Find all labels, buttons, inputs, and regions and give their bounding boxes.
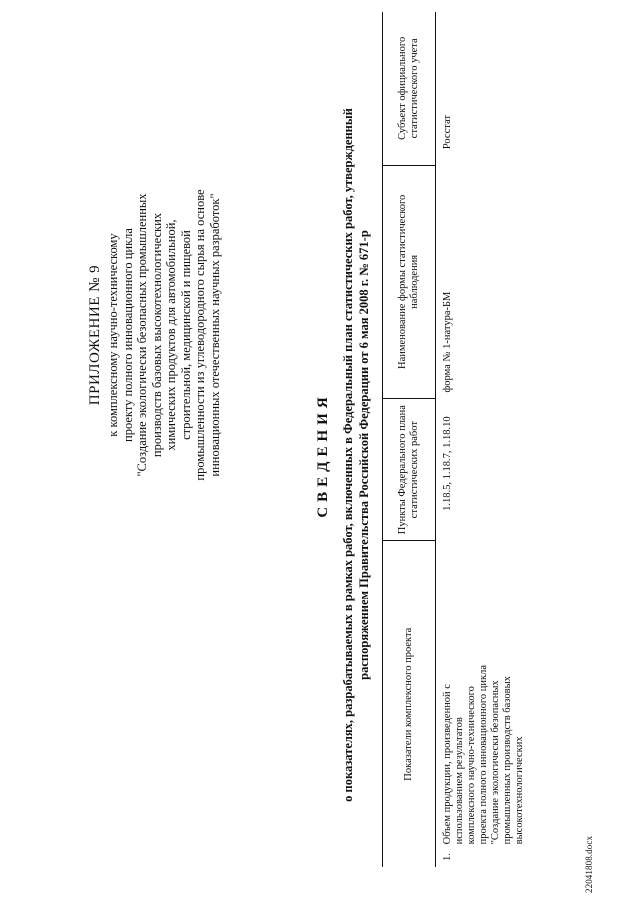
indicator-text: Объем продукции, произведенной с использованием результатов комплексного научно-технического проекта полного инновационного цикла "Создание экологически безопасных промышленных производств базовых высокотехнологических <box>442 665 525 845</box>
cell-indicator <box>436 541 533 867</box>
heading-line: о показателях, разрабатываемых в рамках работ, включенных в Федеральный план статистических работ, утвержденный <box>341 108 355 802</box>
appendix-line: химических продуктов для автомобильной, <box>164 219 178 451</box>
heading-subtitle <box>340 35 372 875</box>
heading-title: СВЕДЕНИЯ <box>315 392 331 518</box>
cell-subject: Росстат <box>442 115 453 150</box>
header-indicators: Показатели комплексного проекта <box>383 541 436 867</box>
appendix-line: проекту полного инновационного цикла <box>120 228 135 442</box>
row-number: 1. <box>442 853 453 861</box>
file-code: 22041808.docx <box>584 835 594 893</box>
appendix-line: строительной, медицинской и пищевой <box>178 230 193 440</box>
indicators-table <box>382 12 532 867</box>
table-row <box>436 12 533 867</box>
document-heading <box>314 35 372 875</box>
header-subject: Субъект официального статистического учета <box>383 12 436 165</box>
appendix-line: к комплексному научно-техническому <box>106 233 120 437</box>
table-header-row <box>383 12 436 867</box>
appendix-line: промышленности из углеводородного сырья на основе <box>193 189 207 481</box>
appendix-block <box>86 65 222 605</box>
appendix-title: ПРИЛОЖЕНИЕ № 9 <box>87 264 103 406</box>
header-form-name: Наименование формы статистического наблюдения <box>383 165 436 398</box>
cell-form-name: форма № 1-натура-БМ <box>442 291 453 393</box>
header-plan-points: Пункты Федерального плана статистических работ <box>383 399 436 541</box>
cell-plan-points: 1.18.5, 1.18.7, 1.18.10 <box>442 416 453 511</box>
heading-line: распоряжением Правительства Российской Федерации от 6 мая 2008 г. № 671-р <box>357 230 371 680</box>
appendix-line: производств базовых высокотехнологических <box>149 212 164 458</box>
appendix-line: "Создание экологически безопасных промышленных <box>135 193 149 477</box>
appendix-line: инновационных отечественных научных разработок" <box>207 193 222 477</box>
